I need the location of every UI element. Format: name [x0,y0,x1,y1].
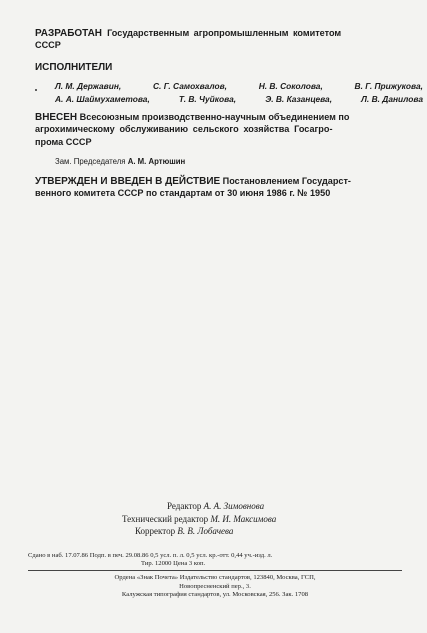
executor-name: С. Г. Самохвалов, [153,81,227,91]
introduced-text-1: Всесоюзным производственно-научным объединением по [79,112,350,123]
executors-row-2 [55,93,423,106]
deputy-name: А. М. Артюшин [127,157,186,166]
tech-editor-line: Технический редактор М. И. Максимова [122,513,277,524]
editor-line: Редактор А. А. Зимовнова [167,501,265,511]
proofreader-line: Корректор В. В. Лобачева [135,526,234,537]
approved-keyword: УТВЕРЖДЕН И ВВЕДЕН В ДЕЙСТВИЕ [35,175,221,187]
imprint-block [28,552,408,569]
executors-row-1 [55,80,423,93]
developed-line-1 [35,27,404,40]
approved-section [35,175,404,201]
imprint-line-2: Тир. 12000 Цена 3 коп. [141,560,206,568]
developed-text-1: Государственным агропромышленным комитетом [107,28,342,39]
approved-text-2: венного комитета СССР по стандартам от 30 июня 1986 г. № 1950 [35,188,331,200]
tech-editor-name: М. И. Максимова [210,513,277,524]
publisher-line-3: Калужская типография стандартов, ул. Московская, 256. Зак. 1708 [121,591,309,599]
proofreader-name: В. В. Лобачева [177,526,234,537]
executor-name: Н. В. Соколова, [258,81,323,91]
divider [28,570,402,571]
executor-name: Т. В. Чуйкова, [178,94,237,104]
executors-heading: ИСПОЛНИТЕЛИ [35,61,113,73]
introduced-keyword: ВНЕСЕН [35,111,78,123]
developed-keyword: РАЗРАБОТАН [35,27,103,39]
credits-block [122,500,276,538]
introduced-text-2: агрохимическому обслуживанию сельского хозяйства Госагро- [35,124,333,136]
deputy-label: Зам. Председателя [55,157,126,166]
deputy-line [35,157,423,167]
executor-name: Э. В. Казанцева, [265,94,333,104]
editor-name: А. А. Зимовнова [203,501,265,511]
developed-text-2: СССР [35,40,61,52]
introduced-section [35,111,404,149]
approved-line-1 [35,175,404,188]
publisher-line-2: Новопресненский пер., 3. [179,582,251,590]
approved-text-1: Постановлением Государст- [222,176,351,187]
executors-list [35,80,423,106]
imprint-line-1: Сдано в наб. 17.07.86 Подп. в печ. 29.08.86 0,5 усл. п. л. 0,5 усл. кр.-отт. 0,44 уч.-изд. л. [28,552,273,559]
publisher-block [28,574,402,600]
developed-section [35,27,404,53]
executor-name: А. А. Шаймухаметова, [55,94,150,104]
publisher-line-1: Ордена «Знак Почета» Издательство стандартов, 123840, Москва, ГСП, [114,574,316,581]
executor-name: Л. М. Державин, [55,81,122,91]
executor-name: В. Г. Прижукова, [354,81,423,91]
introduced-text-3: прома СССР [35,136,92,148]
executor-name: Л. В. Данилова [361,94,423,104]
introduced-line-1 [35,111,404,124]
